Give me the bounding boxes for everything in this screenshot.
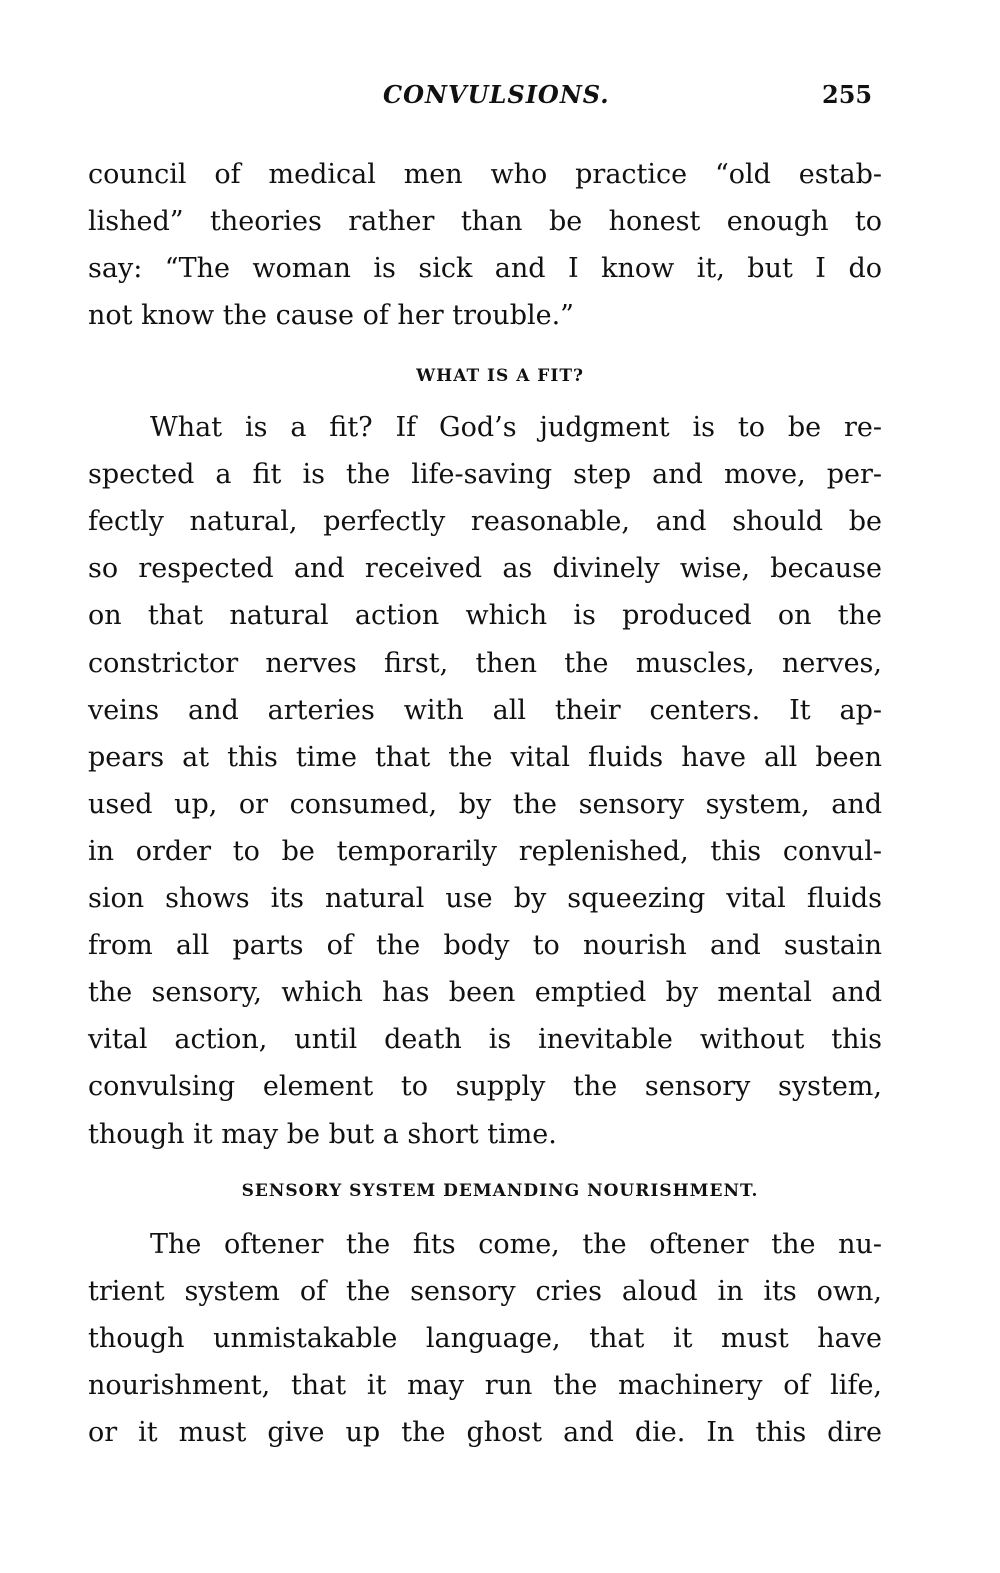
text-line: constrictor nerves first, then the muscles, nerves, [88,647,882,679]
page-number: 255 [822,80,873,109]
text-line: the sensory, which has been emptied by mental and [88,977,882,1009]
text-line: fectly natural, perfectly reasonable, and should be [88,506,882,538]
text-line: convulsing element to supply the sensory system, [88,1071,882,1103]
section-heading: SENSORY SYSTEM DEMANDING NOURISHMENT. [241,1181,759,1201]
text-line: say: “The woman is sick and I know it, but I do [88,253,882,285]
text-line: pears at this time that the vital fluids have all been [88,741,882,773]
text-line: in order to be temporarily replenished, this convul- [88,835,882,867]
text-line: council of medical men who practice “old estab- [88,159,882,190]
running-head: CONVULSIONS. [383,80,610,109]
text-line: spected a fit is the life-saving step and move, per- [88,459,882,491]
section-heading: WHAT IS A FIT? [416,366,584,386]
text-line: though unmistakable language, that it must have [88,1323,882,1355]
text-line: on that natural action which is produced on the [88,600,882,632]
text-line: nourishment, that it may run the machinery of life, [88,1370,882,1402]
text-line: sion shows its natural use by squeezing vital fluids [88,883,882,914]
text-line: veins and arteries with all their centers. It ap- [88,694,882,726]
text-line: trient system of the sensory cries aloud in its own, [88,1276,882,1308]
text-line: The oftener the fits come, the oftener the nu- [150,1229,882,1260]
text-line: used up, or consumed, by the sensory system, and [88,788,882,820]
text-line: What is a fit? If God’s judgment is to be re- [150,412,882,443]
text-line: though it may be but a short time. [88,1118,557,1150]
text-line: not know the cause of her trouble.” [88,300,574,332]
text-line: so respected and received as divinely wise, because [88,553,882,585]
text-line: lished” theories rather than be honest enough to [88,206,882,238]
text-line: from all parts of the body to nourish and sustain [88,930,882,962]
text-line: vital action, until death is inevitable without this [88,1024,882,1056]
text-line: or it must give up the ghost and die. In this dire [88,1417,882,1449]
